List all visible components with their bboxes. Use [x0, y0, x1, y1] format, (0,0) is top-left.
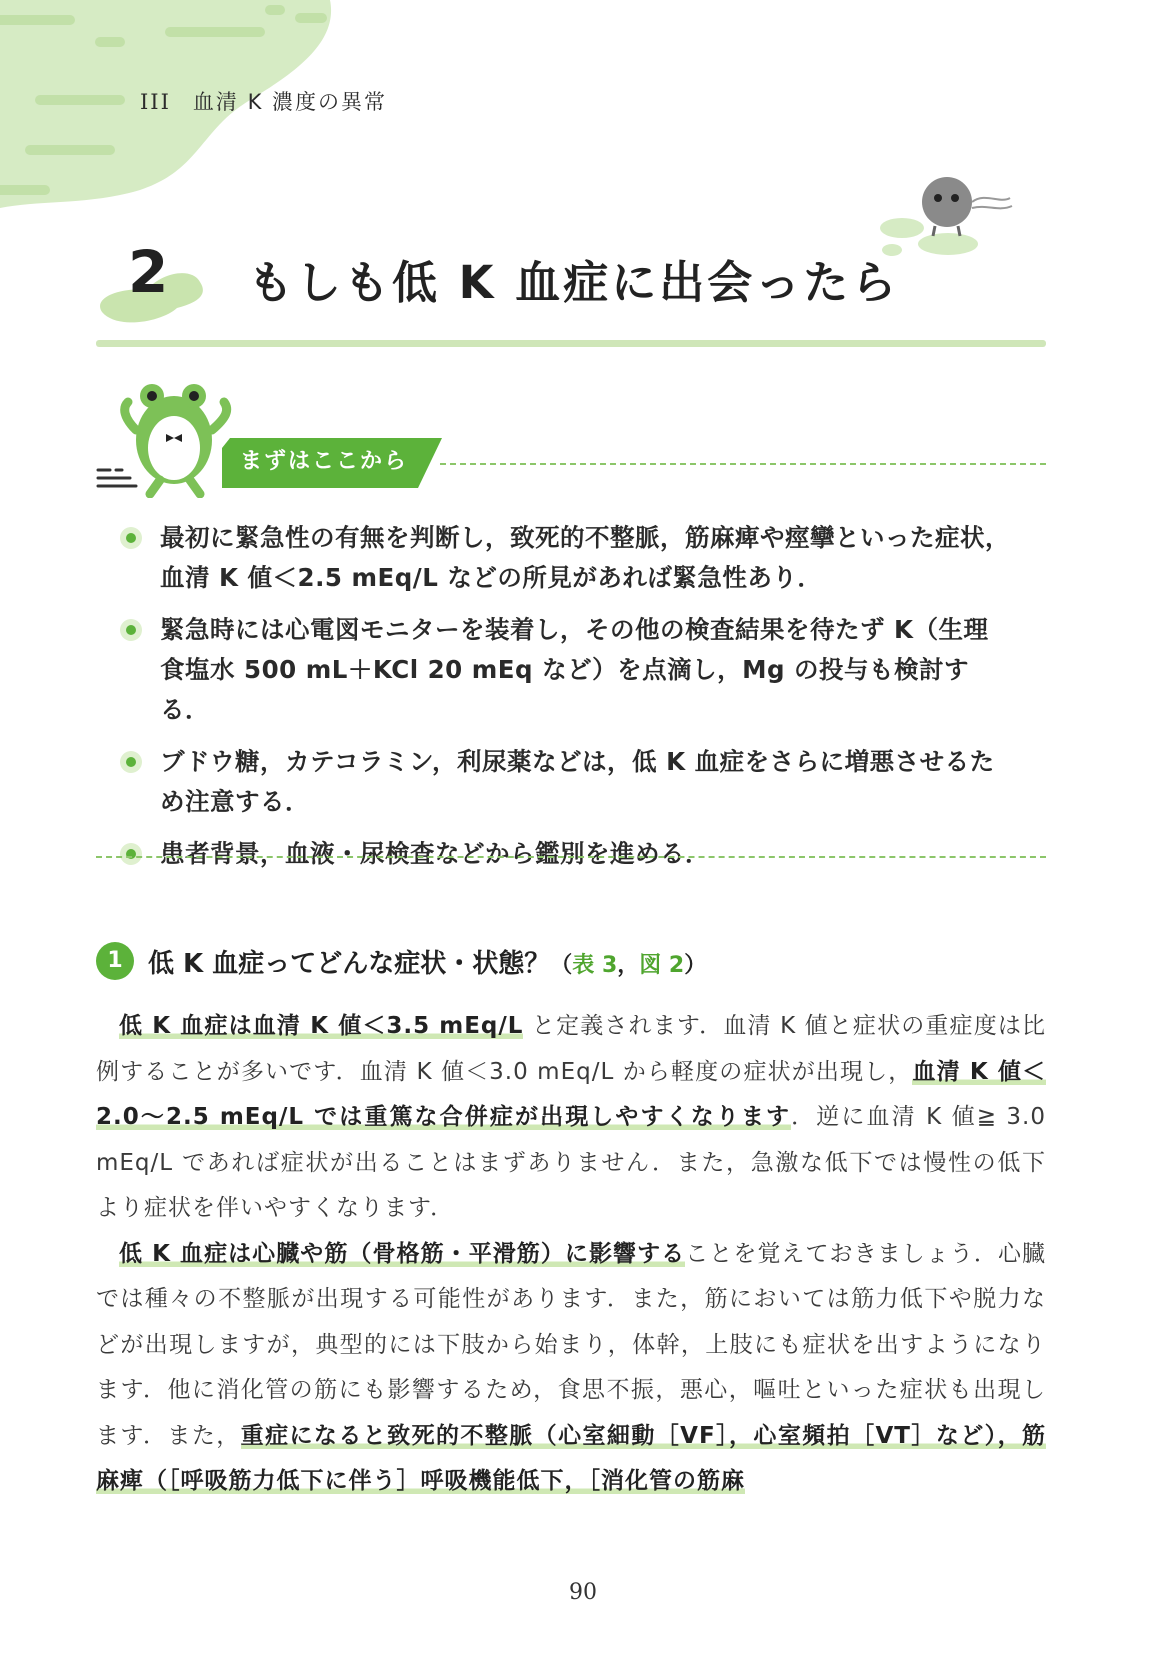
- section-number: 2: [128, 238, 169, 306]
- blob-mascot-illustration: [880, 174, 1040, 264]
- chapter-heading: [140, 86, 387, 116]
- bullet-dot-icon: [120, 527, 142, 549]
- list-item: 患者背景，血液・尿検査などから鑑別を進める．: [120, 834, 1010, 874]
- summary-dashed-rule-top: [440, 463, 1046, 465]
- list-item: 緊急時には心電図モニターを装着し，その他の検査結果を待たず K（生理食塩水 500 mL＋KCl 20 mEq など）を点滴し，Mg の投与も検討する．: [120, 610, 1010, 730]
- section-rule: [96, 340, 1046, 347]
- summary-dashed-rule-bottom: [96, 856, 1046, 858]
- list-item: 最初に緊急性の有無を判断し，致死的不整脈，筋麻痺や痙攣といった症状，血清 K 値＜2.5 mEq/L などの所見があれば緊急性あり．: [120, 518, 1010, 598]
- section-title: もしも低 K 血症に出会ったら: [248, 256, 900, 309]
- bullet-dot-icon: [120, 843, 142, 865]
- summary-label: まずはここから: [240, 449, 409, 474]
- bullet-dot-icon: [120, 619, 142, 641]
- chapter-numeral: III: [140, 90, 171, 114]
- paragraph: 低 K 血症は血清 K 値＜3.5 mEq/L と定義されます．血清 K 値と症状の重症度は比例することが多いです．血清 K 値＜3.0 mEq/L から軽度の症状が出現し，血清 K 値＜2.0〜2.5 mEq/L では重篤な合併症が出現しやすくなります．逆に血清 K 値≧ 3.0 mEq/L であれば症状が出ることはまずありません．また，急激な低下では慢性の低下より症状を伴いやすくなります．: [96, 1013, 1047, 1221]
- subsection-title-text: 低 K 血症ってどんな症状・状態？: [148, 949, 551, 979]
- table-reference-link[interactable]: 表 3: [572, 953, 618, 978]
- speed-lines-icon: [96, 466, 142, 490]
- bullet-dot-icon: [120, 751, 142, 773]
- list-item: ブドウ糖，カテコラミン，利尿薬などは，低 K 血症をさらに増悪させるため注意する．: [120, 742, 1010, 822]
- figure-reference-link[interactable]: 図 2: [639, 953, 685, 978]
- summary-points: [120, 518, 1010, 886]
- paragraph: 低 K 血症は心臓や筋（骨格筋・平滑筋）に影響することを覚えておきましょう．心臓では種々の不整脈が出現する可能性があります．また，筋においては筋力低下や脱力などが出現しますが，典型的には下肢から始まり，体幹，上肢にも症状を出すようになります．他に消化管の筋にも影響するため，食思不振，悪心，嘔吐といった症状も出現します．また，重症になると致死的不整脈（心室細動［VF］，心室頻拍［VT］など），筋麻痺（［呼吸筋力低下に伴う］呼吸機能低下，［消化管の筋麻: [96, 1240, 1046, 1494]
- page-number: 90: [569, 1580, 597, 1605]
- chapter-title: 血清 K 濃度の異常: [192, 90, 388, 114]
- body-text: [96, 1004, 1046, 1505]
- subsection-title: 低 K 血症ってどんな症状・状態？（表 3，図 2）: [148, 949, 707, 979]
- subsection-number-badge: 1: [96, 942, 134, 980]
